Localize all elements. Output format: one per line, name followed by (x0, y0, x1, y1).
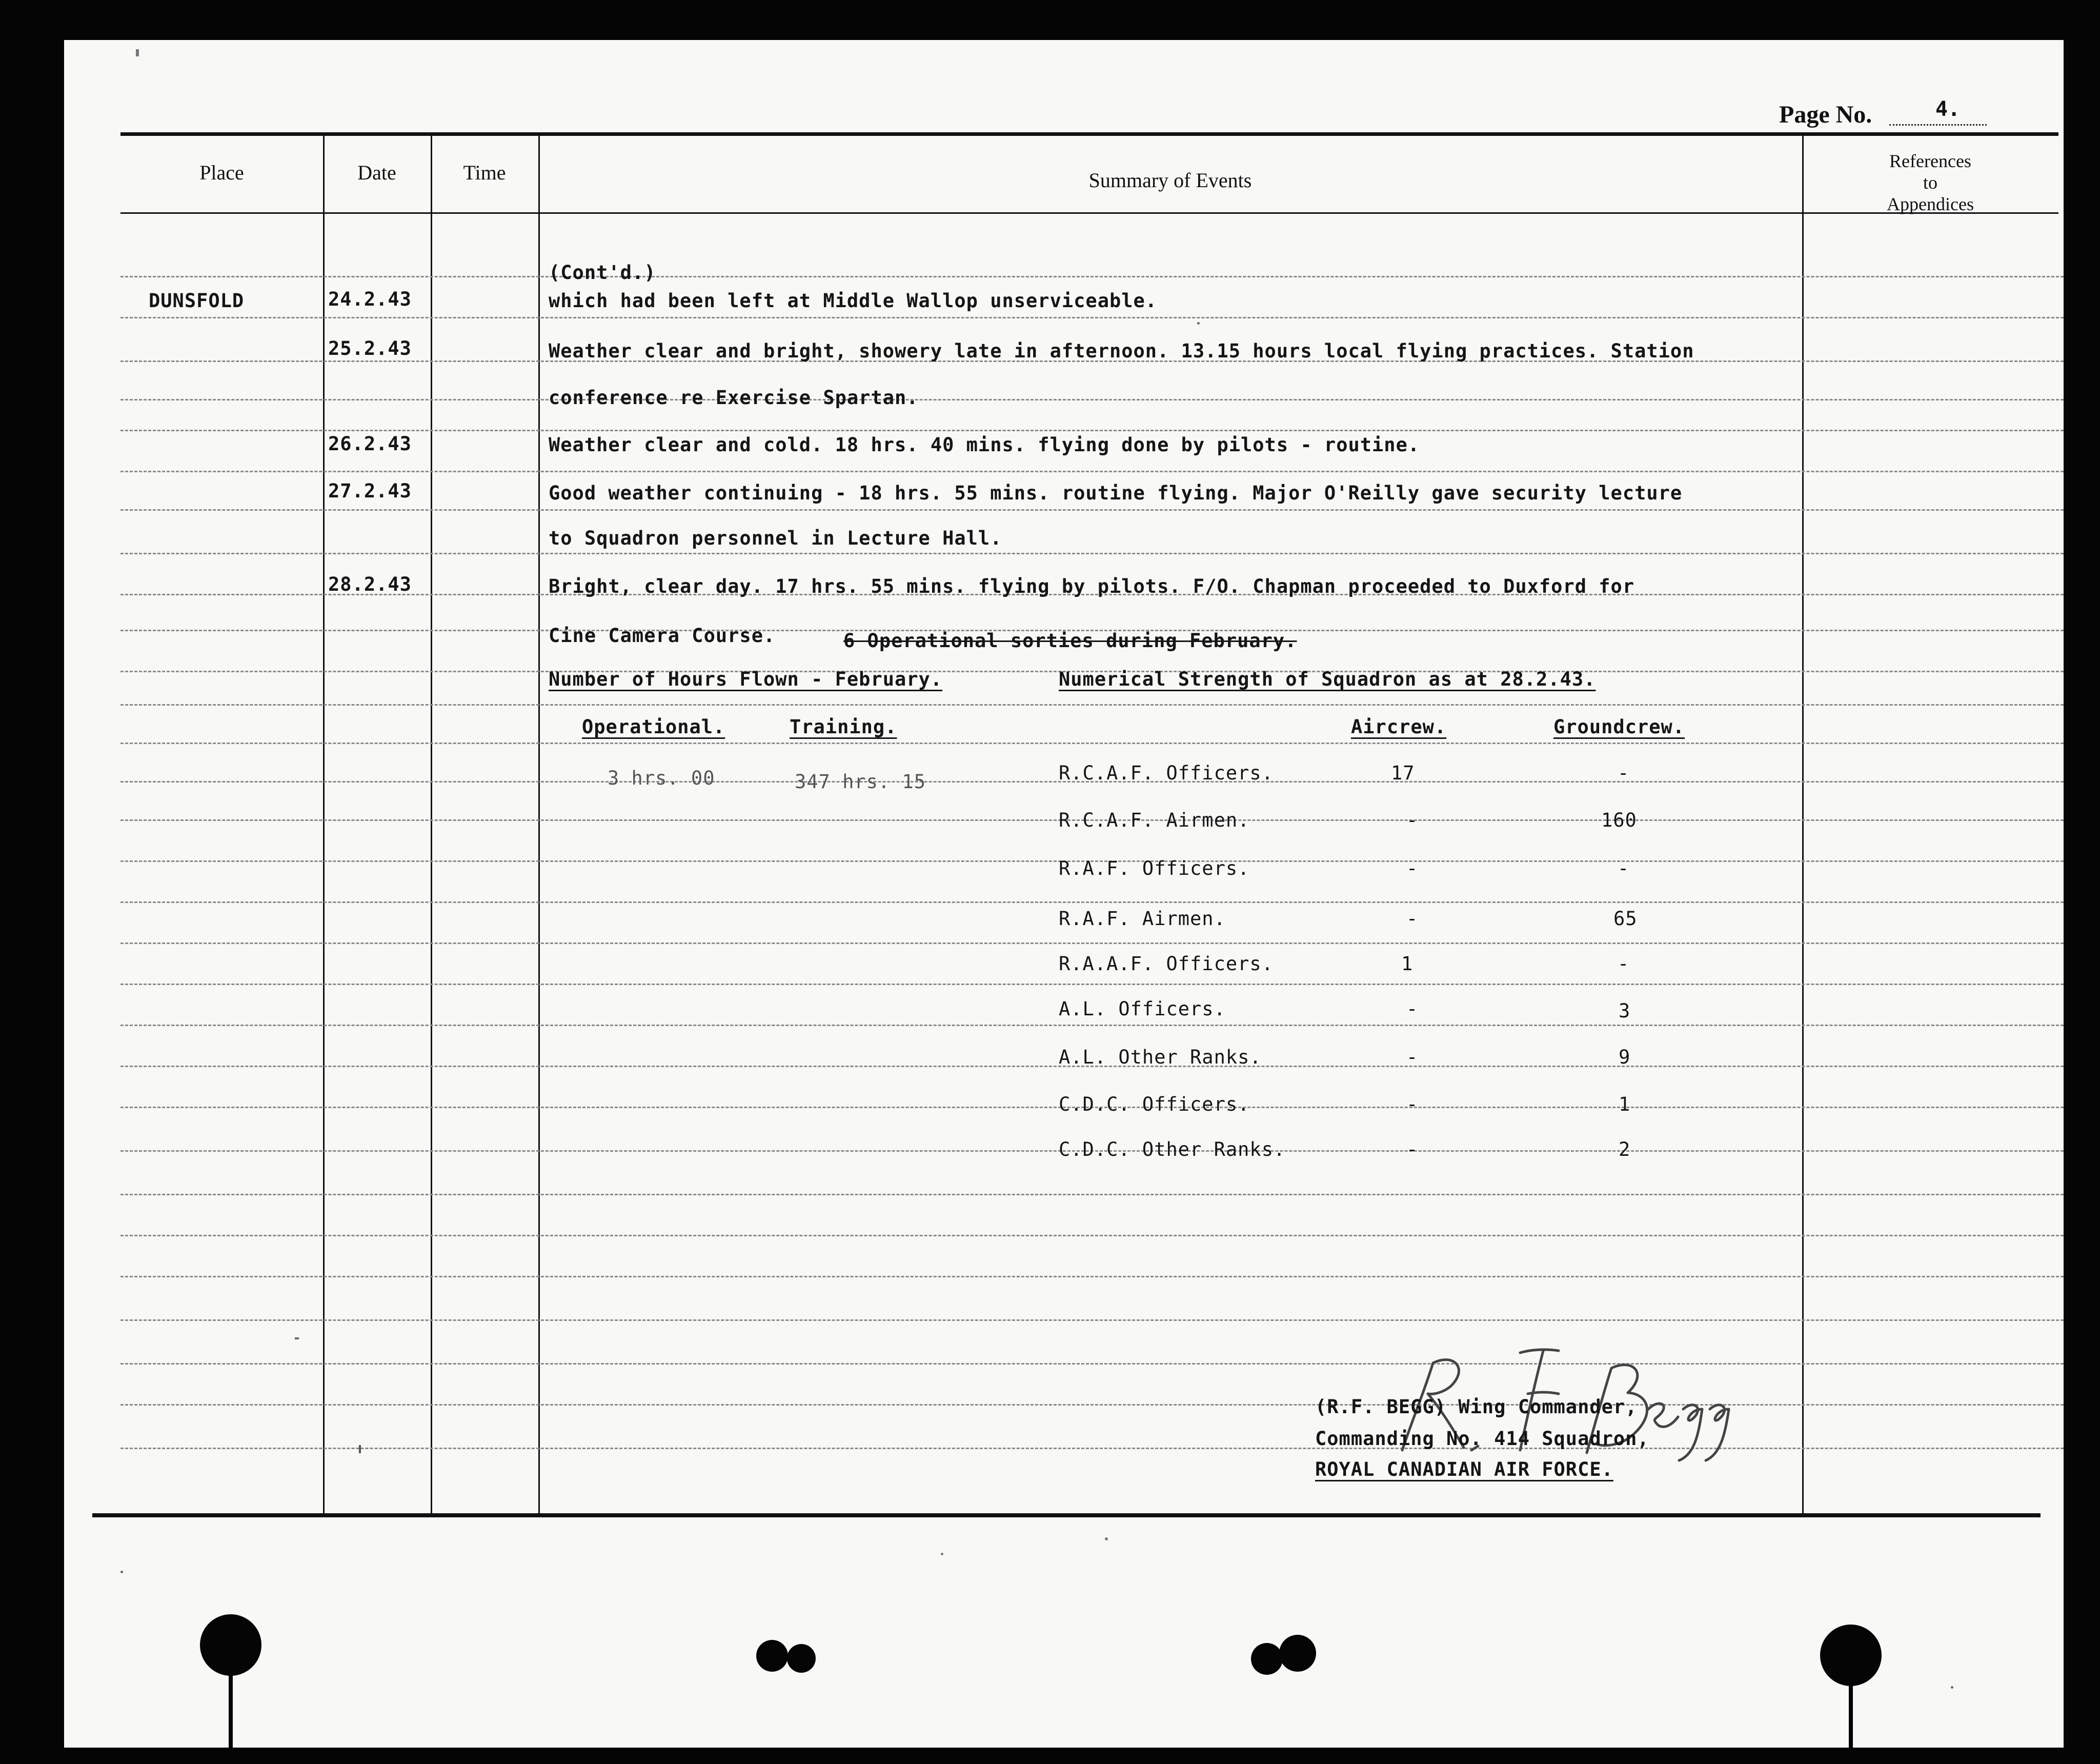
column-divider-date (431, 136, 432, 1515)
strength-row-groundcrew: - (1618, 857, 1630, 879)
summary-line: Cine Camera Course. (549, 625, 776, 647)
column-divider-place (323, 136, 325, 1515)
aircrew-label: Aircrew. (1351, 716, 1447, 738)
operational-label: Operational. (582, 716, 725, 738)
strength-row-aircrew: - (1406, 809, 1419, 831)
summary-line: which had been left at Middle Wallop unserviceable. (549, 290, 1158, 312)
binding-hole (1251, 1643, 1283, 1675)
header-summary: Summary of Events (1088, 169, 1252, 192)
strength-heading: Numerical Strength of Squadron as at 28.2.43. (1059, 668, 1596, 690)
training-value: 347 hrs. 15 (795, 771, 926, 793)
strength-row-label: R.C.A.F. Airmen. (1059, 809, 1250, 831)
groundcrew-label: Groundcrew. (1553, 716, 1685, 738)
binding-hole (787, 1644, 816, 1673)
strength-row-label: R.A.A.F. Officers. (1059, 953, 1274, 975)
strength-row-label: R.C.A.F. Officers. (1059, 762, 1274, 784)
paper-speck (1105, 1537, 1108, 1540)
strength-row-aircrew: - (1406, 857, 1419, 879)
strength-row-aircrew: 17 (1391, 762, 1415, 784)
strength-row-groundcrew: 65 (1613, 908, 1638, 930)
header-bottom-rule (120, 212, 2058, 214)
strength-row-groundcrew: 1 (1619, 1093, 1631, 1115)
strength-row-aircrew: - (1406, 1093, 1419, 1115)
entry-date: 24.2.43 (328, 288, 412, 310)
summary-line: Bright, clear day. 17 hrs. 55 mins. flying by pilots. F/O. Chapman proceeded to Duxford for (549, 575, 1635, 597)
paper-speck (359, 1445, 361, 1453)
strength-row-groundcrew: 3 (1619, 1000, 1631, 1022)
header-time: Time (463, 161, 506, 184)
header-date: Date (357, 161, 396, 184)
strength-row-label: R.A.F. Officers. (1059, 857, 1250, 879)
paper-speck (1197, 322, 1200, 325)
header-references-3: Appendices (1887, 194, 1974, 214)
strength-row-groundcrew: - (1618, 953, 1630, 975)
strength-row-label: A.L. Officers. (1059, 998, 1226, 1020)
signature-line-3: ROYAL CANADIAN AIR FORCE. (1315, 1458, 1613, 1480)
summary-line: 6 Operational sorties during February. (843, 630, 1297, 652)
strength-row-aircrew: - (1406, 998, 1419, 1020)
paper-speck (1951, 1686, 1953, 1689)
place-value: DUNSFOLD (149, 290, 245, 312)
binding-hole (200, 1614, 261, 1676)
entry-date: 27.2.43 (328, 480, 412, 502)
column-divider-time (538, 136, 540, 1515)
summary-line: Good weather continuing - 18 hrs. 55 mins. routine flying. Major O'Reilly gave security lecture (549, 482, 1683, 504)
header-references-2: to (1923, 172, 1937, 193)
operational-value: 3 hrs. 00 (608, 767, 715, 789)
strength-row-groundcrew: 9 (1619, 1046, 1631, 1068)
binding-slot (1849, 1683, 1853, 1748)
paper-speck (941, 1553, 943, 1555)
page-number-label: Page No. (1779, 101, 1872, 128)
page-number-dotted-line (1889, 124, 1987, 126)
paper-speck (120, 1571, 123, 1573)
top-thick-rule (120, 132, 2058, 136)
training-label: Training. (790, 716, 897, 738)
entry-date: 25.2.43 (328, 337, 412, 359)
bottom-thick-rule (92, 1513, 2041, 1517)
binding-hole (1279, 1635, 1316, 1672)
binding-hole (1820, 1625, 1882, 1686)
strength-row-label: C.D.C. Officers. (1059, 1093, 1250, 1115)
binding-hole (756, 1640, 788, 1672)
binding-slot (229, 1673, 233, 1748)
paper-speck (136, 49, 139, 56)
strength-row-groundcrew: 160 (1601, 809, 1637, 831)
entry-date: 26.2.43 (328, 433, 412, 455)
hours-flown-heading: Number of Hours Flown - February. (549, 668, 943, 690)
header-place: Place (199, 161, 244, 184)
strength-row-aircrew: - (1406, 1138, 1419, 1160)
strength-row-label: R.A.F. Airmen. (1059, 908, 1226, 930)
entry-date: 28.2.43 (328, 573, 412, 595)
strength-row-aircrew: - (1406, 1046, 1419, 1068)
record-sheet (64, 40, 2064, 1748)
strength-row-groundcrew: - (1618, 762, 1630, 784)
header-references-1: References (1889, 151, 1971, 171)
page-number: 4. (1935, 97, 1961, 121)
column-divider-summary (1802, 136, 1804, 1515)
summary-line: to Squadron personnel in Lecture Hall. (549, 527, 1002, 549)
strength-row-groundcrew: 2 (1619, 1138, 1631, 1160)
strength-row-aircrew: 1 (1401, 953, 1414, 975)
summary-line: conference re Exercise Spartan. (549, 387, 919, 409)
summary-line: Weather clear and bright, showery late in afternoon. 13.15 hours local flying practices. Station (549, 340, 1694, 362)
signature-line-2: Commanding No. 414 Squadron, (1315, 1428, 1649, 1450)
summary-line: (Cont'd.) (549, 262, 656, 284)
strength-row-label: C.D.C. Other Ranks. (1059, 1138, 1286, 1160)
strength-row-aircrew: - (1406, 908, 1419, 930)
signature-line-1: (R.F. BEGG) Wing Commander, (1315, 1396, 1638, 1418)
summary-line: Weather clear and cold. 18 hrs. 40 mins. flying done by pilots - routine. (549, 434, 1420, 456)
strength-row-label: A.L. Other Ranks. (1059, 1046, 1262, 1068)
paper-speck (295, 1337, 299, 1339)
